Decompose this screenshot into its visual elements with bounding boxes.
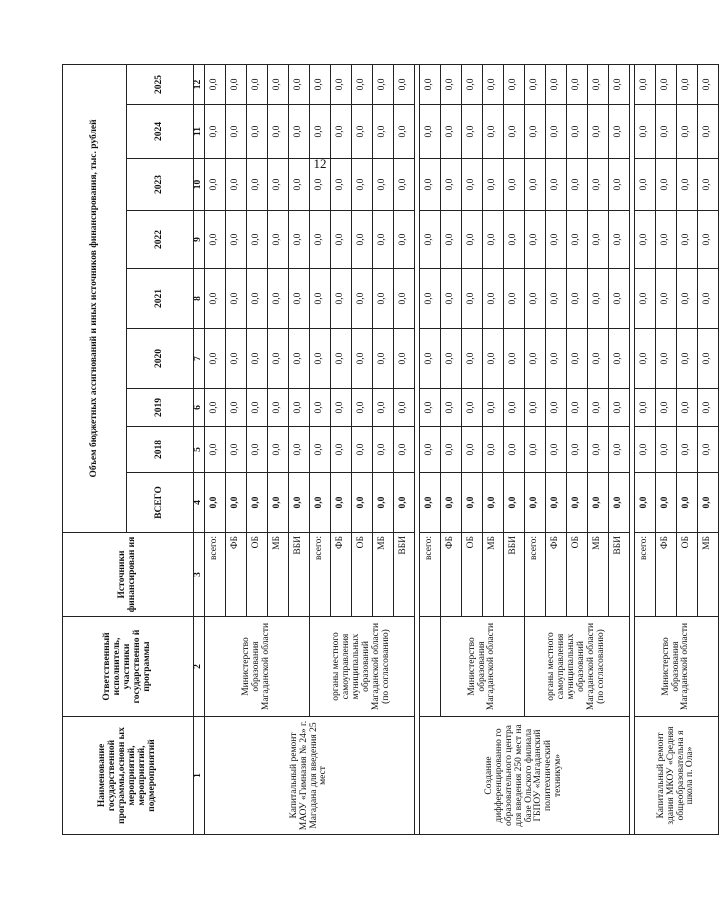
year-value: 0,0 bbox=[525, 329, 546, 389]
year-value: 0,0 bbox=[635, 389, 656, 427]
year-value: 0,0 bbox=[462, 211, 483, 269]
total-value: 0,0 bbox=[656, 473, 677, 533]
table-row bbox=[635, 64, 656, 834]
header-responsible: Ответственный исполнитель, участники государственно й программы bbox=[63, 617, 194, 717]
year-value: 0,0 bbox=[656, 269, 677, 329]
column-number: 7 bbox=[194, 329, 205, 389]
year-value: 0,0 bbox=[567, 64, 588, 104]
year-value: 0,0 bbox=[698, 105, 719, 159]
column-number: 11 bbox=[194, 105, 205, 159]
year-value: 0,0 bbox=[525, 159, 546, 211]
year-value: 0,0 bbox=[525, 389, 546, 427]
year-value: 0,0 bbox=[677, 211, 698, 269]
total-value: 0,0 bbox=[635, 473, 656, 533]
year-value: 0,0 bbox=[441, 269, 462, 329]
year-value: 0,0 bbox=[352, 159, 373, 211]
funding-source: МБ bbox=[698, 533, 719, 617]
year-value: 0,0 bbox=[677, 105, 698, 159]
column-number-row bbox=[194, 64, 205, 834]
year-value: 0,0 bbox=[420, 64, 441, 104]
year-value: 0,0 bbox=[247, 211, 268, 269]
funding-source: всего: bbox=[635, 533, 656, 617]
year-value: 0,0 bbox=[289, 329, 310, 389]
year-value: 0,0 bbox=[247, 329, 268, 389]
year-value: 0,0 bbox=[504, 211, 525, 269]
funding-source: ФБ bbox=[546, 533, 567, 617]
year-value: 0,0 bbox=[420, 159, 441, 211]
year-value: 0,0 bbox=[247, 159, 268, 211]
table-row bbox=[205, 64, 226, 834]
year-value: 0,0 bbox=[331, 105, 352, 159]
year-value: 0,0 bbox=[352, 64, 373, 104]
year-value: 0,0 bbox=[567, 427, 588, 473]
year-value: 0,0 bbox=[205, 329, 226, 389]
responsible-executor: Министерство образования Магаданской области bbox=[205, 617, 310, 717]
funding-source: всего: bbox=[310, 533, 331, 617]
year-value: 0,0 bbox=[504, 427, 525, 473]
total-value: 0,0 bbox=[226, 473, 247, 533]
year-value: 0,0 bbox=[546, 269, 567, 329]
year-value: 0,0 bbox=[394, 211, 415, 269]
year-value: 0,0 bbox=[588, 329, 609, 389]
year-value: 0,0 bbox=[226, 105, 247, 159]
year-value: 0,0 bbox=[588, 389, 609, 427]
year-value: 0,0 bbox=[504, 159, 525, 211]
total-value: 0,0 bbox=[268, 473, 289, 533]
year-value: 0,0 bbox=[656, 64, 677, 104]
year-value: 0,0 bbox=[441, 64, 462, 104]
year-value: 0,0 bbox=[310, 64, 331, 104]
total-value: 0,0 bbox=[441, 473, 462, 533]
year-value: 0,0 bbox=[352, 211, 373, 269]
year-value: 0,0 bbox=[525, 269, 546, 329]
year-value: 0,0 bbox=[698, 269, 719, 329]
year-value: 0,0 bbox=[588, 211, 609, 269]
year-value: 0,0 bbox=[635, 211, 656, 269]
total-value: 0,0 bbox=[462, 473, 483, 533]
funding-source: всего: bbox=[420, 533, 441, 617]
year-value: 0,0 bbox=[698, 427, 719, 473]
year-value: 0,0 bbox=[331, 159, 352, 211]
year-value: 0,0 bbox=[609, 329, 630, 389]
year-value: 0,0 bbox=[567, 105, 588, 159]
year-value: 0,0 bbox=[546, 105, 567, 159]
year-value: 0,0 bbox=[331, 329, 352, 389]
year-value: 0,0 bbox=[205, 159, 226, 211]
year-value: 0,0 bbox=[373, 427, 394, 473]
year-value: 0,0 bbox=[331, 389, 352, 427]
year-value: 0,0 bbox=[588, 269, 609, 329]
year-value: 0,0 bbox=[289, 427, 310, 473]
year-value: 0,0 bbox=[420, 389, 441, 427]
year-value: 0,0 bbox=[394, 389, 415, 427]
year-value: 0,0 bbox=[504, 389, 525, 427]
year-value: 0,0 bbox=[352, 105, 373, 159]
year-value: 0,0 bbox=[483, 105, 504, 159]
year-value: 0,0 bbox=[698, 329, 719, 389]
year-value: 0,0 bbox=[420, 329, 441, 389]
year-value: 0,0 bbox=[268, 211, 289, 269]
year-value: 0,0 bbox=[462, 329, 483, 389]
responsible-executor: органы местного самоуправления муниципальных образований Магаданской области (по согласованию) bbox=[525, 617, 630, 717]
header-year: 2022 bbox=[127, 211, 194, 269]
year-value: 0,0 bbox=[331, 269, 352, 329]
year-value: 0,0 bbox=[483, 269, 504, 329]
year-value: 0,0 bbox=[310, 159, 331, 211]
year-value: 0,0 bbox=[483, 329, 504, 389]
year-value: 0,0 bbox=[525, 105, 546, 159]
responsible-executor bbox=[420, 617, 441, 717]
column-number: 1 bbox=[194, 717, 205, 835]
year-value: 0,0 bbox=[289, 211, 310, 269]
column-number: 6 bbox=[194, 389, 205, 427]
header-year: 2018 bbox=[127, 427, 194, 473]
header-total: ВСЕГО bbox=[127, 473, 194, 533]
year-value: 0,0 bbox=[226, 269, 247, 329]
year-value: 0,0 bbox=[588, 64, 609, 104]
measure-name: Капитальный ремонт здания МКОУ «Средняя общеобразовательна я школа п. Ола» bbox=[635, 717, 719, 835]
year-value: 0,0 bbox=[373, 269, 394, 329]
column-number: 2 bbox=[194, 617, 205, 717]
year-value: 0,0 bbox=[205, 269, 226, 329]
year-value: 0,0 bbox=[483, 159, 504, 211]
year-value: 0,0 bbox=[247, 105, 268, 159]
year-value: 0,0 bbox=[226, 211, 247, 269]
year-value: 0,0 bbox=[420, 427, 441, 473]
year-value: 0,0 bbox=[677, 269, 698, 329]
funding-source: ОБ bbox=[677, 533, 698, 617]
year-value: 0,0 bbox=[310, 427, 331, 473]
funding-source: МБ bbox=[373, 533, 394, 617]
total-value: 0,0 bbox=[698, 473, 719, 533]
year-value: 0,0 bbox=[268, 269, 289, 329]
year-value: 0,0 bbox=[656, 105, 677, 159]
measure-name: Капитальный ремонт МАОУ «Гимназия № 24» г. Магадана для введения 25 мест bbox=[205, 717, 415, 835]
year-value: 0,0 bbox=[310, 329, 331, 389]
year-value: 0,0 bbox=[310, 105, 331, 159]
year-value: 0,0 bbox=[504, 329, 525, 389]
year-value: 0,0 bbox=[310, 211, 331, 269]
year-value: 0,0 bbox=[205, 64, 226, 104]
column-number: 10 bbox=[194, 159, 205, 211]
year-value: 0,0 bbox=[546, 159, 567, 211]
year-value: 0,0 bbox=[394, 427, 415, 473]
year-value: 0,0 bbox=[441, 389, 462, 427]
year-value: 0,0 bbox=[268, 159, 289, 211]
total-value: 0,0 bbox=[205, 473, 226, 533]
header-sources: Источники финансирован ия bbox=[63, 533, 194, 617]
year-value: 0,0 bbox=[205, 389, 226, 427]
year-value: 0,0 bbox=[462, 159, 483, 211]
funding-source: МБ bbox=[268, 533, 289, 617]
year-value: 0,0 bbox=[677, 329, 698, 389]
total-value: 0,0 bbox=[420, 473, 441, 533]
funding-source: ВБИ bbox=[609, 533, 630, 617]
year-value: 0,0 bbox=[609, 105, 630, 159]
column-number: 4 bbox=[194, 473, 205, 533]
year-value: 0,0 bbox=[268, 389, 289, 427]
responsible-executor: Министерство образования Магаданской области bbox=[635, 617, 719, 717]
header-volume: Объем бюджетных ассигнований и иных источников финансирования, тыс. рублей bbox=[63, 64, 127, 532]
total-value: 0,0 bbox=[525, 473, 546, 533]
year-value: 0,0 bbox=[289, 389, 310, 427]
total-value: 0,0 bbox=[331, 473, 352, 533]
year-value: 0,0 bbox=[441, 159, 462, 211]
year-value: 0,0 bbox=[373, 329, 394, 389]
year-value: 0,0 bbox=[462, 64, 483, 104]
column-number: 8 bbox=[194, 269, 205, 329]
header-name: Наименование государственной программы,основн ых мероприятий, мероприятий, подмероприятий bbox=[63, 717, 194, 835]
year-value: 0,0 bbox=[420, 105, 441, 159]
year-value: 0,0 bbox=[635, 159, 656, 211]
total-value: 0,0 bbox=[588, 473, 609, 533]
header-year: 2023 bbox=[127, 159, 194, 211]
header-year: 2020 bbox=[127, 329, 194, 389]
year-value: 0,0 bbox=[462, 389, 483, 427]
year-value: 0,0 bbox=[373, 159, 394, 211]
column-number: 12 bbox=[194, 64, 205, 104]
funding-source: ФБ bbox=[226, 533, 247, 617]
year-value: 0,0 bbox=[394, 105, 415, 159]
year-value: 0,0 bbox=[546, 389, 567, 427]
year-value: 0,0 bbox=[310, 269, 331, 329]
year-value: 0,0 bbox=[352, 269, 373, 329]
year-value: 0,0 bbox=[546, 329, 567, 389]
funding-source: всего: bbox=[205, 533, 226, 617]
year-value: 0,0 bbox=[609, 269, 630, 329]
funding-source: всего: bbox=[525, 533, 546, 617]
year-value: 0,0 bbox=[525, 211, 546, 269]
funding-source: ОБ bbox=[352, 533, 373, 617]
total-value: 0,0 bbox=[310, 473, 331, 533]
year-value: 0,0 bbox=[441, 211, 462, 269]
year-value: 0,0 bbox=[441, 427, 462, 473]
header-year: 2021 bbox=[127, 269, 194, 329]
header-year: 2025 bbox=[127, 64, 194, 104]
funding-source: ОБ bbox=[247, 533, 268, 617]
year-value: 0,0 bbox=[268, 105, 289, 159]
year-value: 0,0 bbox=[331, 427, 352, 473]
header-year: 2024 bbox=[127, 105, 194, 159]
year-value: 0,0 bbox=[525, 64, 546, 104]
year-value: 0,0 bbox=[698, 64, 719, 104]
funding-source: ОБ bbox=[462, 533, 483, 617]
total-value: 0,0 bbox=[546, 473, 567, 533]
year-value: 0,0 bbox=[525, 427, 546, 473]
year-value: 0,0 bbox=[656, 329, 677, 389]
year-value: 0,0 bbox=[656, 159, 677, 211]
year-value: 0,0 bbox=[373, 211, 394, 269]
total-value: 0,0 bbox=[504, 473, 525, 533]
year-value: 0,0 bbox=[420, 269, 441, 329]
responsible-executor: Министерство образования Магаданской области bbox=[441, 617, 525, 717]
total-value: 0,0 bbox=[567, 473, 588, 533]
year-value: 0,0 bbox=[247, 427, 268, 473]
year-value: 0,0 bbox=[226, 64, 247, 104]
year-value: 0,0 bbox=[635, 329, 656, 389]
table-row bbox=[420, 64, 441, 834]
year-value: 0,0 bbox=[677, 389, 698, 427]
year-value: 0,0 bbox=[331, 211, 352, 269]
year-value: 0,0 bbox=[352, 389, 373, 427]
year-value: 0,0 bbox=[635, 64, 656, 104]
year-value: 0,0 bbox=[677, 427, 698, 473]
year-value: 0,0 bbox=[656, 389, 677, 427]
year-value: 0,0 bbox=[588, 427, 609, 473]
funding-source: ФБ bbox=[656, 533, 677, 617]
year-value: 0,0 bbox=[247, 64, 268, 104]
year-value: 0,0 bbox=[352, 427, 373, 473]
year-value: 0,0 bbox=[289, 159, 310, 211]
year-value: 0,0 bbox=[331, 64, 352, 104]
year-value: 0,0 bbox=[462, 427, 483, 473]
year-value: 0,0 bbox=[394, 269, 415, 329]
year-value: 0,0 bbox=[656, 427, 677, 473]
year-value: 0,0 bbox=[677, 64, 698, 104]
year-value: 0,0 bbox=[677, 159, 698, 211]
year-value: 0,0 bbox=[609, 389, 630, 427]
funding-source: ВБИ bbox=[289, 533, 310, 617]
year-value: 0,0 bbox=[462, 269, 483, 329]
year-value: 0,0 bbox=[483, 427, 504, 473]
responsible-executor: органы местного самоуправления муниципальных образований Магаданской области (по согласованию) bbox=[310, 617, 415, 717]
year-value: 0,0 bbox=[441, 329, 462, 389]
year-value: 0,0 bbox=[567, 329, 588, 389]
year-value: 0,0 bbox=[226, 389, 247, 427]
year-value: 0,0 bbox=[635, 105, 656, 159]
year-value: 0,0 bbox=[656, 211, 677, 269]
year-value: 0,0 bbox=[698, 389, 719, 427]
total-value: 0,0 bbox=[247, 473, 268, 533]
year-value: 0,0 bbox=[588, 159, 609, 211]
year-value: 0,0 bbox=[205, 211, 226, 269]
year-value: 0,0 bbox=[268, 329, 289, 389]
year-value: 0,0 bbox=[567, 389, 588, 427]
year-value: 0,0 bbox=[373, 389, 394, 427]
page-number: 12 bbox=[313, 156, 327, 171]
year-value: 0,0 bbox=[567, 211, 588, 269]
year-value: 0,0 bbox=[420, 211, 441, 269]
year-value: 0,0 bbox=[609, 159, 630, 211]
year-value: 0,0 bbox=[483, 211, 504, 269]
funding-source: ФБ bbox=[441, 533, 462, 617]
year-value: 0,0 bbox=[226, 427, 247, 473]
year-value: 0,0 bbox=[588, 105, 609, 159]
year-value: 0,0 bbox=[504, 64, 525, 104]
year-value: 0,0 bbox=[226, 329, 247, 389]
column-number: 3 bbox=[194, 533, 205, 617]
year-value: 0,0 bbox=[635, 269, 656, 329]
year-value: 0,0 bbox=[609, 64, 630, 104]
total-value: 0,0 bbox=[609, 473, 630, 533]
column-number: 9 bbox=[194, 211, 205, 269]
year-value: 0,0 bbox=[247, 269, 268, 329]
year-value: 0,0 bbox=[373, 64, 394, 104]
year-value: 0,0 bbox=[609, 427, 630, 473]
year-value: 0,0 bbox=[635, 427, 656, 473]
total-value: 0,0 bbox=[677, 473, 698, 533]
year-value: 0,0 bbox=[352, 329, 373, 389]
total-value: 0,0 bbox=[352, 473, 373, 533]
funding-source: ВБИ bbox=[394, 533, 415, 617]
financing-table bbox=[62, 64, 719, 835]
year-value: 0,0 bbox=[310, 389, 331, 427]
year-value: 0,0 bbox=[441, 105, 462, 159]
funding-source: ОБ bbox=[567, 533, 588, 617]
funding-source: ВБИ bbox=[504, 533, 525, 617]
funding-source: МБ bbox=[483, 533, 504, 617]
year-value: 0,0 bbox=[609, 211, 630, 269]
year-value: 0,0 bbox=[289, 269, 310, 329]
year-value: 0,0 bbox=[546, 211, 567, 269]
year-value: 0,0 bbox=[546, 64, 567, 104]
year-value: 0,0 bbox=[205, 105, 226, 159]
year-value: 0,0 bbox=[504, 269, 525, 329]
year-value: 0,0 bbox=[247, 389, 268, 427]
total-value: 0,0 bbox=[373, 473, 394, 533]
year-value: 0,0 bbox=[462, 105, 483, 159]
column-number: 5 bbox=[194, 427, 205, 473]
rotated-table-container bbox=[62, 65, 713, 835]
total-value: 0,0 bbox=[289, 473, 310, 533]
year-value: 0,0 bbox=[289, 64, 310, 104]
year-value: 0,0 bbox=[567, 269, 588, 329]
year-value: 0,0 bbox=[567, 159, 588, 211]
funding-source: МБ bbox=[588, 533, 609, 617]
measure-name: Создание дифференцированно го образовательного центра для введения 250 мест на базе Ольского филиала ГБПОУ «Магаданский политехнический техникум» bbox=[420, 717, 630, 835]
year-value: 0,0 bbox=[546, 427, 567, 473]
year-value: 0,0 bbox=[226, 159, 247, 211]
year-value: 0,0 bbox=[698, 211, 719, 269]
year-value: 0,0 bbox=[394, 329, 415, 389]
year-value: 0,0 bbox=[289, 105, 310, 159]
year-value: 0,0 bbox=[394, 64, 415, 104]
year-value: 0,0 bbox=[483, 389, 504, 427]
header-year: 2019 bbox=[127, 389, 194, 427]
year-value: 0,0 bbox=[504, 105, 525, 159]
year-value: 0,0 bbox=[698, 159, 719, 211]
funding-source: ФБ bbox=[331, 533, 352, 617]
year-value: 0,0 bbox=[394, 159, 415, 211]
total-value: 0,0 bbox=[394, 473, 415, 533]
year-value: 0,0 bbox=[268, 427, 289, 473]
year-value: 0,0 bbox=[373, 105, 394, 159]
year-value: 0,0 bbox=[483, 64, 504, 104]
year-value: 0,0 bbox=[268, 64, 289, 104]
total-value: 0,0 bbox=[483, 473, 504, 533]
year-value: 0,0 bbox=[205, 427, 226, 473]
